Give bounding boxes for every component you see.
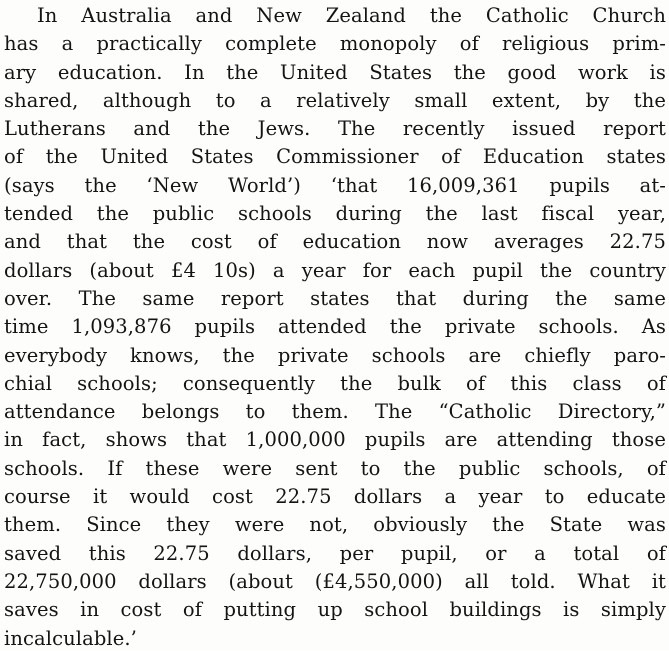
article-paragraph bbox=[4, 2, 666, 653]
text-line: time 1,093,876 pupils attended the private schools. As bbox=[4, 315, 666, 339]
text-line: dollars (about £4 10s) a year for each pupil the country bbox=[4, 258, 666, 282]
text-line: ary education. In the United States the good work is bbox=[4, 60, 666, 84]
text-line: In Australia and New Zealand the Catholic Church bbox=[37, 4, 666, 27]
text-line: everybody knows, the private schools are chiefly paro- bbox=[4, 343, 666, 367]
text-line: them. Since they were not, obviously the State was bbox=[4, 513, 666, 537]
text-line: in fact, shows that 1,000,000 pupils are attending those bbox=[4, 428, 666, 452]
text-line: tended the public schools during the last fiscal year, bbox=[4, 202, 666, 226]
text-line: saved this 22.75 dollars, per pupil, or a total of bbox=[4, 541, 666, 565]
text-line: chial schools; consequently the bulk of this class of bbox=[4, 371, 666, 395]
text-line: over. The same report states that during the same bbox=[4, 286, 666, 310]
text-line: incalculable.’ bbox=[4, 626, 137, 650]
text-line: and that the cost of education now averages 22.75 bbox=[4, 230, 666, 254]
text-line: attendance belongs to them. The “Catholic Directory,” bbox=[4, 400, 666, 424]
text-line: 22,750,000 dollars (about (£4,550,000) all told. What it bbox=[4, 569, 666, 593]
text-line: course it would cost 22.75 dollars a year to educate bbox=[4, 485, 666, 509]
text-line: (says the ‘New World’) ‘that 16,009,361 pupils at- bbox=[4, 173, 666, 197]
text-line: schools. If these were sent to the public schools, of bbox=[4, 456, 666, 480]
text-line: shared, although to a relatively small extent, by the bbox=[4, 88, 666, 112]
text-line: saves in cost of putting up school buildings is simply bbox=[4, 598, 666, 622]
text-line: of the United States Commissioner of Education states bbox=[4, 145, 666, 169]
text-line: Lutherans and the Jews. The recently issued report bbox=[4, 117, 666, 141]
text-line: has a practically complete monopoly of religious prim- bbox=[4, 32, 666, 56]
